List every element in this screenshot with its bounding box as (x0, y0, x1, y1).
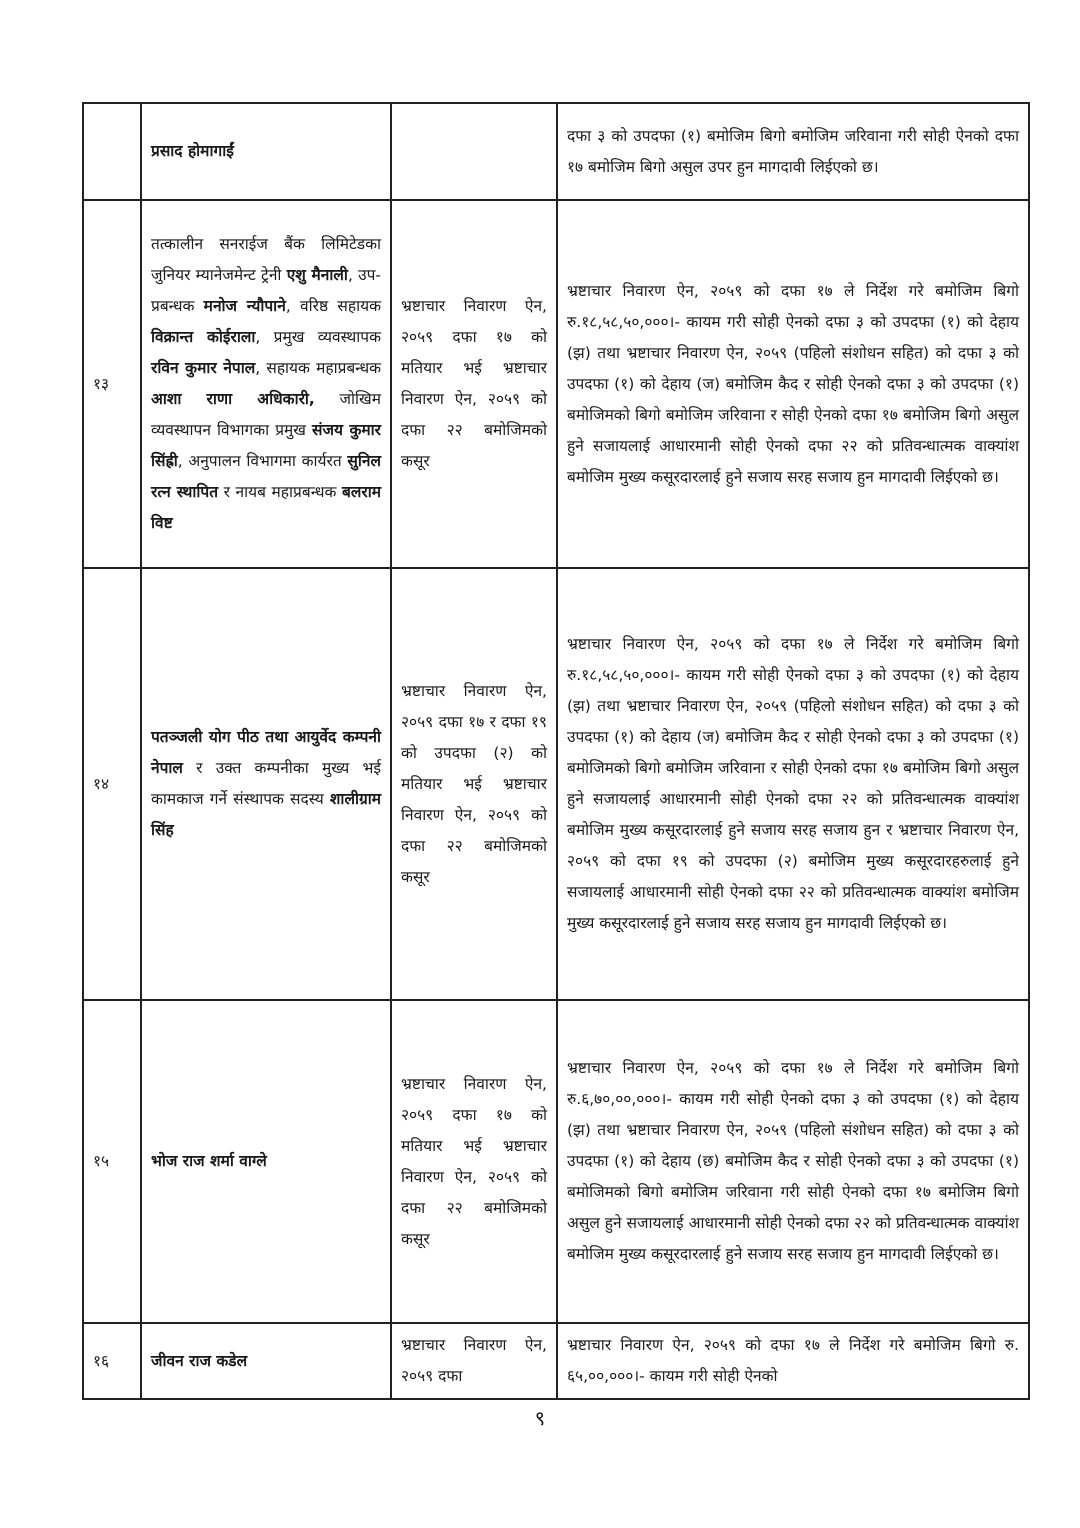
row-number (83, 103, 141, 200)
party-description: , उप-प्रबन्धक (151, 266, 381, 315)
demand-cell: भ्रष्टाचार निवारण ऐन, २०५९ को दफा १७ ले निर्देश गरे बमोजिम बिगो रु.१८,५८,५०,०००।- कायम गरी सोही ऐनको दफा ३ को उपदफा (१) को देहाय (झ) तथा भ्रष्टाचार निवारण ऐन, २०५९ (पहिलो संशोधन सहित) को दफा ३ को उपदफा (१) को देहाय (ज) बमोजिम कैद र सोही ऐनको दफा ३ को उपदफा (१) बमोजिमको बिगो बमोजिम जरिवाना र सोही ऐनको दफा १७ बमोजिम बिगो असुल हुने सजायलाई आधारमानी सोही ऐनको दफा २२ को प्रतिवन्धात्मक वाक्यांश बमोजिम मुख्य कसूरदारलाई हुने सजाय सरह सजाय हुन मागदावी लिईएको छ। (557, 200, 1029, 568)
accused-name: संजय कुमार सिंह्री (151, 421, 381, 470)
accused-name: विक्रान्त कोईराला (151, 328, 256, 346)
accused-parties (141, 568, 391, 1000)
row-number: १४ (83, 568, 141, 1000)
page-number: ९ (534, 1406, 546, 1430)
accused-name: रविन कुमार नेपाल (151, 359, 256, 377)
demand-cell: भ्रष्टाचार निवारण ऐन, २०५९ को दफा १७ ले निर्देश गरे बमोजिम बिगो रु. ६५,००,०००।- कायम गरी सोही ऐनको (557, 1323, 1029, 1399)
party-description: , वरिष्ठ सहायक (285, 297, 381, 315)
offense-cell: भ्रष्टाचार निवारण ऐन, २०५९ दफा १७ को मतियार भई भ्रष्टाचार निवारण ऐन, २०५९ को दफा २२ बमोजिमको कसूर (391, 1000, 557, 1323)
party-description: र उक्त कम्पनीका मुख्य भई कामकाज गर्ने संस्थापक सदस्य (151, 759, 381, 808)
table-row (83, 103, 1029, 200)
table-row (83, 1323, 1029, 1399)
table-row (83, 200, 1029, 568)
demand-cell: दफा ३ को उपदफा (१) बमोजिम बिगो बमोजिम जरिवाना गरी सोही ऐनको दफा १७ बमोजिम बिगो असुल उपर हुन मागदावी लिईएको छ। (557, 103, 1029, 200)
accused-name: सुनिल रत्न स्थापित (151, 452, 381, 501)
row-number: १५ (83, 1000, 141, 1323)
accused-parties (141, 103, 391, 200)
table-row (83, 568, 1029, 1000)
accused-name: बलराम विष्ट (151, 483, 381, 532)
demand-cell: भ्रष्टाचार निवारण ऐन, २०५९ को दफा १७ ले निर्देश गरे बमोजिम बिगो रु.६,७०,००,०००।- कायम गरी सोही ऐनको दफा ३ को उपदफा (१) को देहाय (झ) तथा भ्रष्टाचार निवारण ऐन, २०५९ (पहिलो संशोधन सहित) को दफा ३ को उपदफा (१) को देहाय (छ) बमोजिम कैद र सोही ऐनको दफा ३ को उपदफा (१) बमोजिमको बिगो बमोजिम जरिवाना गरी सोही ऐनको दफा १७ बमोजिम बिगो असुल हुने सजायलाई आधारमानी सोही ऐनको दफा २२ को प्रतिवन्धात्मक वाक्यांश बमोजिम मुख्य कसूरदारलाई हुने सजाय सरह सजाय हुन मागदावी लिईएको छ। (557, 1000, 1029, 1323)
offense-cell (391, 103, 557, 200)
party-description: , सहायक महाप्रबन्धक (255, 359, 382, 377)
accused-name: प्रसाद होमागाईं (151, 142, 234, 160)
accused-name: शालीग्राम सिंह (151, 790, 381, 839)
accused-name: पतञ्जली योग पीठ तथा आयुर्वेद कम्पनी नेपाल (151, 728, 381, 777)
accused-parties (141, 1000, 391, 1323)
accused-name: जीवन राज कडेल (151, 1351, 248, 1370)
row-number: १६ (83, 1323, 141, 1399)
table-row (83, 1000, 1029, 1323)
party-description: र नायब महाप्रबन्धक (218, 483, 343, 501)
offense-cell: भ्रष्टाचार निवारण ऐन, २०५९ दफा १७ को मतियार भई भ्रष्टाचार निवारण ऐन, २०५९ को दफा २२ बमोजिमको कसूर (391, 200, 557, 568)
accused-name: आशा राणा अधिकारी, (151, 390, 315, 408)
party-description: जोखिम व्यवस्थापन विभागका प्रमुख (151, 390, 381, 439)
accused-name: मनोज न्यौपाने (203, 297, 286, 315)
offense-cell: भ्रष्टाचार निवारण ऐन, २०५९ दफा (391, 1323, 557, 1399)
row-number: १३ (83, 200, 141, 568)
demand-cell: भ्रष्टाचार निवारण ऐन, २०५९ को दफा १७ ले निर्देश गरे बमोजिम बिगो रु.१८,५८,५०,०००।- कायम गरी सोही ऐनको दफा ३ को उपदफा (१) को देहाय (झ) तथा भ्रष्टाचार निवारण ऐन, २०५९ (पहिलो संशोधन सहित) को दफा ३ को उपदफा (१) को देहाय (ज) बमोजिम कैद र सोही ऐनको दफा ३ को उपदफा (१) बमोजिमको बिगो बमोजिम जरिवाना र सोही ऐनको दफा १७ बमोजिम बिगो असुल हुने सजायलाई आधारमानी सोही ऐनको दफा २२ को प्रतिवन्धात्मक वाक्यांश बमोजिम मुख्य कसूरदारलाई हुने सजाय सरह सजाय हुन र भ्रष्टाचार निवारण ऐन, २०५९ को दफा १९ को उपदफा (२) बमोजिम मुख्य कसूरदारहरुलाई हुने सजायलाई आधारमानी सोही ऐनको दफा २२ को प्रतिवन्धात्मक वाक्यांश बमोजिम मुख्य कसूरदारलाई हुने सजाय सरह सजाय हुन मागदावी लिईएको छ। (557, 568, 1029, 1000)
accused-name: भोज राज शर्मा वाग्ले (151, 1152, 267, 1170)
accused-parties (141, 200, 391, 568)
accused-parties (141, 1323, 391, 1399)
case-table (82, 102, 1030, 1400)
party-description: , प्रमुख व्यवस्थापक (255, 328, 381, 346)
party-description: , अनुपालन विभागमा कार्यरत (177, 452, 348, 470)
accused-name: एशु मैनाली (286, 266, 348, 284)
offense-cell: भ्रष्टाचार निवारण ऐन, २०५९ दफा १७ र दफा १९ को उपदफा (२) को मतियार भई भ्रष्टाचार निवारण ऐन, २०५९ को दफा २२ बमोजिमको कसूर (391, 568, 557, 1000)
party-description: तत्कालीन सनराईज बैंक लिमिटेडका जुनियर म्यानेजमेन्ट ट्रेनी (151, 235, 381, 284)
